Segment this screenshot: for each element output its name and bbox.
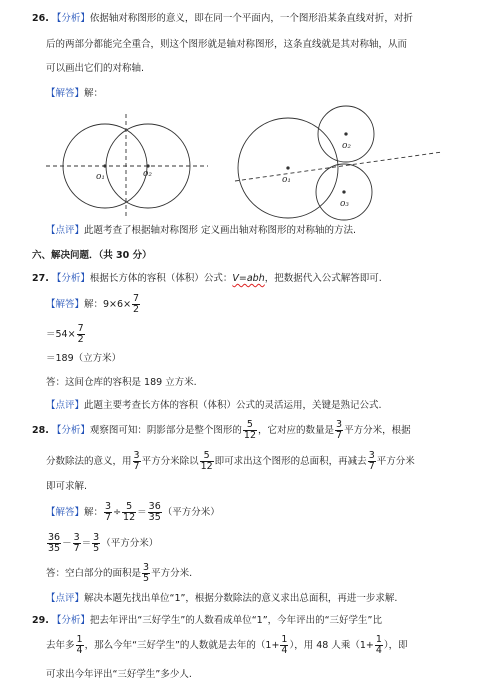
q27-step2-den: 2 [77,334,84,345]
q26-label-o2-left: o₂ [143,169,153,179]
q28-s1-f3-7-num: 3 [105,501,112,512]
q27-analysis-text-a: 根据长方体的容积（体积）公式： [89,273,233,284]
q28-s1-frac-5-12 [122,502,136,523]
q27-analysis-line [32,272,382,286]
q28-solution-line1 [46,500,220,526]
q28-frac-5-12-b [200,451,214,472]
q28-s1-f5-12-den: 12 [123,512,136,523]
q29-analysis-tag: 【分析】 [51,615,90,626]
q26-figure-left [46,114,208,218]
q26-label-o2-right: o₂ [342,141,352,151]
q27-analysis-text-b: ，把数据代入公式解答即可. [264,273,382,284]
q28-b2: 平方分米除以 [141,456,199,467]
q26-figures [30,104,470,222]
q26-analysis-line3: 可以画出它们的对称轴. [46,63,145,74]
q28-frac-3-7 [335,420,343,441]
q27-step2-num: 7 [77,323,84,334]
q29-fa-den: 4 [76,645,83,656]
q28-f5-12b-den: 12 [200,461,213,472]
q28-ans-f3-5-den: 5 [143,573,150,584]
q27-comment-text: 此题主要考查长方体的容积（体积）公式的灵活运用，关键是熟记公式. [84,400,382,411]
q27-answer: 答：这间仓库的容积是 189 立方米. [46,377,197,388]
q28-solution-tag: 【解答】 [46,507,85,518]
q28-s2-frac-3-5 [92,533,100,554]
q27-number: 27. [32,273,49,284]
q29-l2d: ），即 [383,640,408,651]
q28-minus: － [62,538,72,549]
q29-analysis-line3: 可求出今年评出“三好学生”多少人. [46,669,192,680]
q29-l2b: ，那么今年“三好学生”的人数就是去年的（1+ [84,640,280,651]
q27-solution-tag: 【解答】 [46,299,85,310]
q26-label-o1-left: o₁ [96,172,106,182]
q29-frac-1-4-b [280,635,288,656]
q29-number: 29. [32,615,49,626]
q28-frac-3-7-b [133,451,141,472]
q28-s2-f3-7-num: 3 [73,532,80,543]
q26-analysis-text1: 依据轴对称图形的意义，即在同一个平面内，一个图形沿某条直线对折，对折 [89,13,413,24]
q27-step2 [46,322,86,348]
q28-s2-f36-35-den: 35 [48,543,61,554]
q26-analysis-line1 [32,12,413,26]
q26-label-o1-right: o₁ [282,175,292,185]
q28-s1-prefix: 解： [84,507,104,518]
q28-f3-7c-den: 7 [368,461,375,472]
q27-comment-line [46,399,382,413]
q28-ans2: 平方分米. [151,568,193,579]
q28-s2-f36-35-num: 36 [48,532,61,543]
q27-fraction-7-2 [132,294,140,315]
q26-analysis-tag: 【分析】 [51,13,90,24]
q28-s1-f36-35-num: 36 [148,501,161,512]
q29-l2a: 去年多 [46,640,75,651]
q27-step3: ＝189（立方米） [46,353,122,364]
q29-fc-num: 1 [375,634,382,645]
q29-frac-1-4-c [375,635,383,656]
q28-a2: ，它对应的数量是 [258,425,335,436]
q28-f3-7c-num: 3 [368,450,375,461]
q28-s1-unit: （平方分米） [162,507,220,518]
q28-analysis-line2 [46,449,415,475]
q28-s1-f3-7-den: 7 [105,512,112,523]
q26-comment-tag: 【点评】 [46,225,85,236]
q28-s1-f36-35-den: 35 [148,512,161,523]
q27-comment-tag: 【点评】 [46,400,85,411]
q28-s1-f5-12-num: 5 [122,502,136,513]
q28-f5-12b-num: 5 [200,451,214,462]
q29-frac-1-4-a [76,635,84,656]
q28-b1: 分数除法的意义，用 [46,456,132,467]
q28-f3-7b-den: 7 [133,461,140,472]
q28-f3-7-num: 3 [336,419,343,430]
q26-comment-text: 此题考查了根据轴对称图形 定义画出轴对称图形的对称轴的方法. [84,225,357,236]
q28-s1-frac-3-7 [104,502,112,523]
q26-solution-tag: 【解答】 [46,88,85,99]
q29-l2c: ），用 48 人乘（1+ [289,640,374,651]
q27-solution-prefix: 解：9×6× [84,299,132,310]
q29-l1: 把去年评出“三好学生”的人数看成单位“1”，今年评出的“三好学生”比 [89,615,382,626]
q27-step2-fraction [77,324,85,345]
q29-analysis-line1 [32,614,382,628]
q27-analysis-tag: 【分析】 [51,273,90,284]
q29-fc-den: 4 [375,645,382,656]
q27-fraction-num: 7 [133,293,140,304]
q26-solution-line [46,87,103,101]
q28-s2-frac-36-35 [47,533,61,554]
q28-frac-3-7-c [368,451,376,472]
q28-s2-f3-7-den: 7 [73,543,80,554]
q28-s1-frac-36-35 [148,502,162,523]
q27-fraction-den: 2 [133,304,140,315]
q28-analysis-tag: 【分析】 [51,425,90,436]
q28-comment-tag: 【点评】 [46,593,85,604]
q26-number: 26. [32,13,49,24]
q27-step2-prefix: ＝54× [46,329,76,340]
q28-s2-f3-5-num: 3 [93,532,100,543]
q28-comment-text: 解决本题先找出单位“1”，根据分数除法的意义求出总面积，再进一步求解. [84,593,398,604]
q26-solution-text: 解： [84,88,104,99]
section6-title: 六、解决问题．（共 30 分） [32,250,152,261]
q26-label-o3-right: o₃ [340,199,350,209]
q28-solution-line2 [46,531,158,557]
q28-s2-frac-3-7 [73,533,81,554]
q28-b4: 平方分米 [376,456,415,467]
q28-div-sign: ÷ [113,507,122,518]
q28-a3: 平方分米，根据 [344,425,411,436]
q29-fb-num: 1 [281,634,288,645]
q26-comment-line [46,224,356,238]
q28-f5-12-den: 12 [243,430,256,441]
q27-formula: V=abh [232,273,265,284]
q28-analysis-line1 [32,418,411,444]
q28-f3-7-den: 7 [336,430,343,441]
q26-figure-right [235,106,442,220]
q28-eq1: ＝ [137,507,147,518]
q28-answer-line [46,561,192,587]
q28-analysis-line3: 即可求解. [46,481,88,492]
q29-fa-num: 1 [76,634,83,645]
q29-analysis-line2 [46,633,408,659]
q28-a1: 观察图可知：阴影部分是整个图形的 [89,425,242,436]
q28-eq2: ＝ [81,538,92,549]
q28-ans-f3-5-num: 3 [143,562,150,573]
q28-f3-7b-num: 3 [133,450,140,461]
q28-ans-frac-3-5 [142,563,150,584]
q28-ans1: 答：空白部分的面积是 [46,568,142,579]
q28-comment-line [46,592,397,606]
q28-number: 28. [32,425,49,436]
q28-frac-5-12 [243,420,257,441]
q28-s2-f3-5-den: 5 [93,543,100,554]
q28-s2-unit: （平方分米） [101,538,159,549]
q26-analysis-line2: 后的两部分都能完全重合，则这个图形就是轴对称图形，这条直线就是其对称轴，从而 [46,39,408,50]
q29-fb-den: 4 [281,645,288,656]
q28-f5-12-num: 5 [243,420,257,431]
q27-solution-line [46,292,141,318]
q28-b3: 即可求出这个图形的总面积，再减去 [214,456,367,467]
